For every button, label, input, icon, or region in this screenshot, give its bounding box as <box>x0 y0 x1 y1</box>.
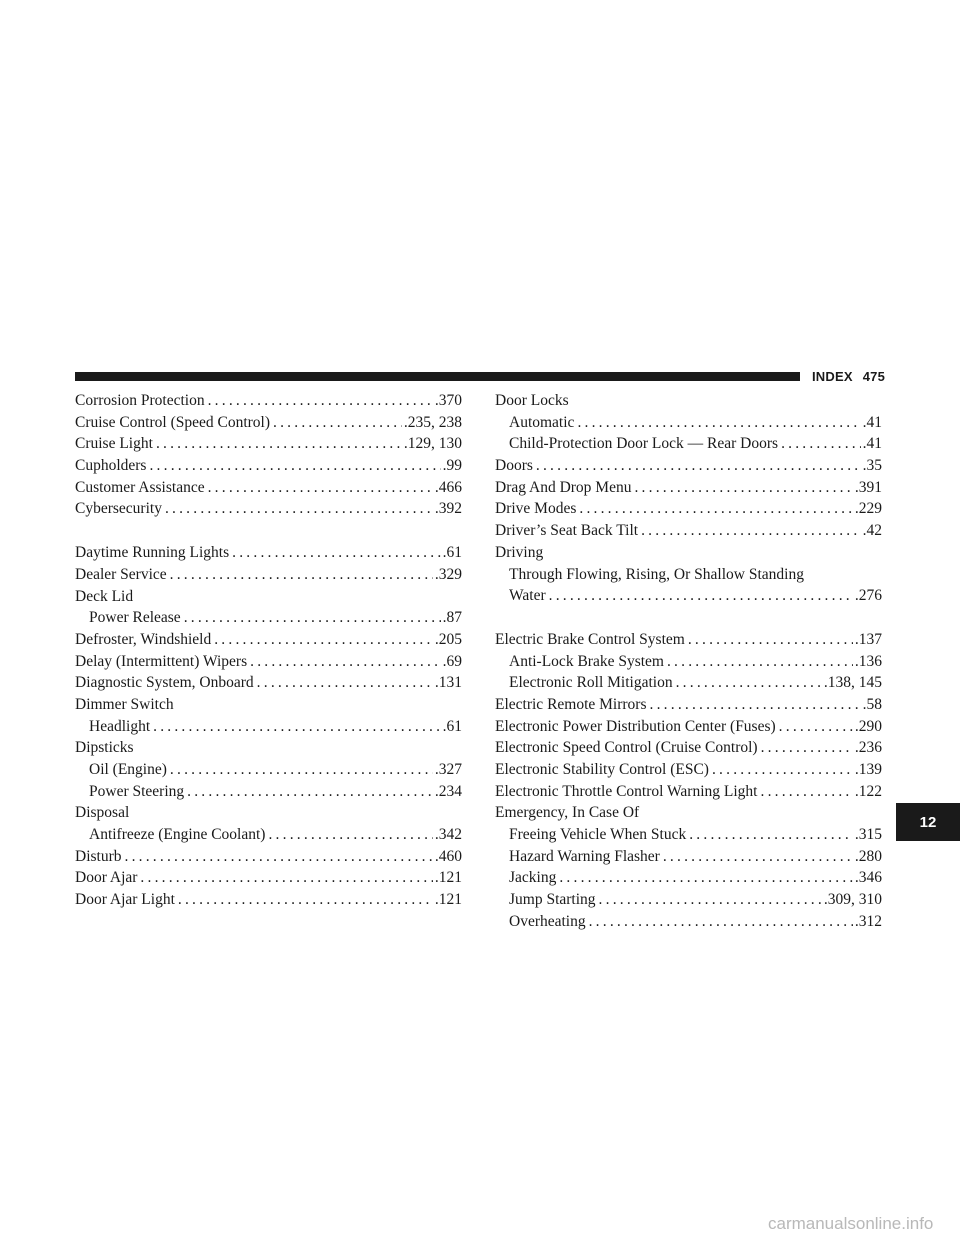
dot-leader <box>170 759 433 781</box>
dot-leader <box>125 846 433 868</box>
dot-leader <box>650 694 861 716</box>
dot-leader <box>232 542 440 564</box>
entry-pages: .61 <box>442 544 462 562</box>
dot-leader <box>250 651 441 673</box>
entry-pages: .35 <box>862 457 882 475</box>
entry-pages: .236 <box>854 739 882 757</box>
dot-leader <box>634 477 852 499</box>
header-rule <box>75 372 800 381</box>
entry-term: Electronic Stability Control (ESC) <box>495 761 709 778</box>
entry-pages: .229 <box>854 500 882 518</box>
entry-pages: .131 <box>434 674 462 692</box>
entry-pages: .309, 310 <box>823 891 882 909</box>
entry-term: Child-Protection Door Lock — Rear Doors <box>509 435 779 453</box>
dot-leader <box>208 390 433 412</box>
entry-pages: .122 <box>854 782 882 800</box>
dot-leader <box>257 672 433 694</box>
entry-pages: .234 <box>434 782 462 800</box>
dot-leader <box>153 716 441 738</box>
index-entry <box>75 672 462 694</box>
dot-leader <box>559 867 853 889</box>
letter-group-gap <box>75 520 462 542</box>
entry-term: Electric Brake Control System <box>495 630 685 648</box>
dot-leader <box>761 737 853 759</box>
entry-term: Oil (Engine) <box>89 761 167 778</box>
entry-term: Automatic <box>509 413 575 431</box>
entry-pages: .129, 130 <box>403 435 462 453</box>
entry-term: Power Steering <box>89 782 185 800</box>
dot-leader <box>187 781 433 803</box>
entry-term: Doors <box>495 457 533 475</box>
entry-term: Electric Remote Mirrors <box>495 695 647 713</box>
entry-term: Electronic Throttle Control Warning Light <box>495 782 758 800</box>
dot-leader <box>688 629 853 651</box>
index-entry <box>75 846 462 868</box>
index-entry <box>75 651 462 673</box>
watermark: carmanualsonline.info <box>768 1214 934 1233</box>
entry-term: Jacking <box>509 869 557 887</box>
index-heading: Disposal <box>75 804 130 822</box>
index-heading: Driving <box>495 543 544 561</box>
dot-leader <box>140 867 432 889</box>
index-entry <box>75 477 462 499</box>
dot-leader <box>577 412 860 434</box>
index-column-left <box>75 390 462 911</box>
entry-term: Hazard Warning Flasher <box>509 847 660 865</box>
entry-pages: .205 <box>434 630 462 648</box>
dot-leader <box>761 781 853 803</box>
entry-pages: .121 <box>434 891 462 909</box>
index-entry <box>75 433 462 455</box>
dot-leader <box>149 455 440 477</box>
entry-pages: .466 <box>434 478 462 496</box>
dot-leader <box>641 520 861 542</box>
dot-leader <box>165 498 433 520</box>
entry-pages: .315 <box>854 826 882 844</box>
entry-term: Electronic Roll Mitigation <box>509 674 673 692</box>
entry-term: Cybersecurity <box>75 500 162 518</box>
dot-leader <box>178 889 433 911</box>
index-subentry <box>495 889 882 911</box>
entry-pages: .312 <box>854 912 882 930</box>
entry-pages: .460 <box>434 847 462 865</box>
dot-leader <box>599 889 822 911</box>
index-entry <box>75 390 462 412</box>
index-subentry <box>75 824 462 846</box>
entry-term: Electronic Power Distribution Center (Fuses) <box>495 717 776 735</box>
index-subentry <box>495 433 882 455</box>
page-header <box>812 369 885 384</box>
entry-pages: .276 <box>854 587 882 605</box>
entry-term: Door Ajar <box>75 869 138 887</box>
index-entry <box>75 629 462 651</box>
entry-pages: .392 <box>434 500 462 518</box>
entry-term: Daytime Running Lights <box>75 544 230 562</box>
index-entry <box>75 498 462 520</box>
index-entry <box>495 781 882 803</box>
index-entry <box>75 564 462 586</box>
letter-group-gap <box>495 607 882 629</box>
entry-term: Drive Modes <box>495 500 577 518</box>
index-entry <box>495 477 882 499</box>
entry-term: Freeing Vehicle When Stuck <box>509 826 687 844</box>
index-entry <box>75 412 462 434</box>
entry-term: Customer Assistance <box>75 478 205 496</box>
entry-term: Cruise Control (Speed Control) <box>75 413 271 431</box>
dot-leader <box>663 846 853 868</box>
entry-term: Dealer Service <box>75 565 167 583</box>
index-subentry <box>495 824 882 846</box>
index-entry <box>495 759 882 781</box>
index-entry <box>495 737 882 759</box>
index-heading: Deck Lid <box>75 587 134 605</box>
dot-leader <box>208 477 433 499</box>
index-entry <box>495 455 882 477</box>
index-subentry <box>75 759 462 781</box>
entry-pages: .58 <box>862 695 882 713</box>
dot-leader <box>156 433 402 455</box>
entry-term: Delay (Intermittent) Wipers <box>75 652 248 670</box>
entry-term: Power Release <box>89 609 181 627</box>
entry-pages: .329 <box>434 565 462 583</box>
index-subentry <box>495 651 882 673</box>
entry-term: Corrosion Protection <box>75 392 205 409</box>
index-subentry <box>495 846 882 868</box>
entry-pages: .391 <box>854 478 882 496</box>
dot-leader <box>781 433 861 455</box>
dot-leader <box>214 629 433 651</box>
index-subheading: Through Flowing, Rising, Or Shallow Standing <box>509 565 804 583</box>
entry-pages: .370 <box>434 392 462 409</box>
entry-pages: .235, 238 <box>403 413 462 431</box>
entry-term: Defroster, Windshield <box>75 630 212 648</box>
dot-leader <box>579 498 853 520</box>
entry-pages: .346 <box>854 869 882 887</box>
chapter-tab: 12 <box>896 803 960 841</box>
entry-term: Electronic Speed Control (Cruise Control) <box>495 739 758 757</box>
entry-term: Disturb <box>75 847 122 865</box>
index-subentry <box>75 716 462 738</box>
entry-pages: .137 <box>854 630 882 648</box>
index-entry <box>75 542 462 564</box>
index-subentry <box>495 867 882 889</box>
index-entry <box>75 455 462 477</box>
dot-leader <box>676 672 822 694</box>
dot-leader <box>268 824 432 846</box>
entry-term: Door Ajar Light <box>75 891 175 909</box>
index-heading: Dipsticks <box>75 739 134 757</box>
page-number: 475 <box>862 369 886 384</box>
dot-leader <box>779 716 853 738</box>
dot-leader <box>712 759 853 781</box>
dot-leader <box>589 911 853 933</box>
index-heading: Emergency, In Case Of <box>495 804 640 822</box>
entry-term: Jump Starting <box>509 891 596 909</box>
entry-pages: .290 <box>854 717 882 735</box>
dot-leader <box>667 651 853 673</box>
entry-term: Diagnostic System, Onboard <box>75 674 254 692</box>
entry-pages: .87 <box>442 609 462 627</box>
dot-leader <box>689 824 853 846</box>
index-subentry <box>495 911 882 933</box>
index-entry <box>495 498 882 520</box>
index-subentry <box>75 781 462 803</box>
entry-pages: .121 <box>434 869 462 887</box>
index-subentry <box>495 412 882 434</box>
index-subentry <box>495 585 882 607</box>
index-entry <box>75 889 462 911</box>
entry-term: Cupholders <box>75 457 147 475</box>
index-entry <box>75 867 462 889</box>
entry-term: Antifreeze (Engine Coolant) <box>89 826 266 844</box>
dot-leader <box>273 412 402 434</box>
entry-term: Cruise Light <box>75 435 153 453</box>
index-entry <box>495 520 882 542</box>
entry-pages: .41 <box>862 413 882 431</box>
entry-pages: .61 <box>442 717 462 735</box>
entry-term: Water <box>509 587 546 605</box>
index-entry <box>495 694 882 716</box>
entry-pages: .280 <box>854 847 882 865</box>
dot-leader <box>549 585 853 607</box>
dot-leader <box>184 607 441 629</box>
entry-pages: .136 <box>854 652 882 670</box>
entry-term: Driver’s Seat Back Tilt <box>495 522 639 540</box>
entry-term: Headlight <box>89 717 151 735</box>
index-subentry <box>75 607 462 629</box>
index-entry <box>495 629 882 651</box>
entry-term: Anti-Lock Brake System <box>509 652 664 670</box>
entry-pages: .139 <box>854 761 882 778</box>
entry-pages: .42 <box>862 522 882 540</box>
index-subentry <box>495 672 882 694</box>
index-column-right <box>495 390 882 933</box>
entry-pages: .138, 145 <box>823 674 882 692</box>
entry-term: Drag And Drop Menu <box>495 478 632 496</box>
entry-pages: .69 <box>442 652 462 670</box>
entry-pages: .41 <box>862 435 882 453</box>
index-entry <box>495 716 882 738</box>
dot-leader <box>536 455 861 477</box>
entry-term: Overheating <box>509 912 586 930</box>
dot-leader <box>170 564 433 586</box>
entry-pages: .342 <box>434 826 462 844</box>
index-heading: Dimmer Switch <box>75 695 174 713</box>
index-heading: Door Locks <box>495 392 569 409</box>
entry-pages: .99 <box>442 457 462 475</box>
entry-pages: .327 <box>434 761 462 778</box>
section-title: INDEX <box>812 369 853 384</box>
